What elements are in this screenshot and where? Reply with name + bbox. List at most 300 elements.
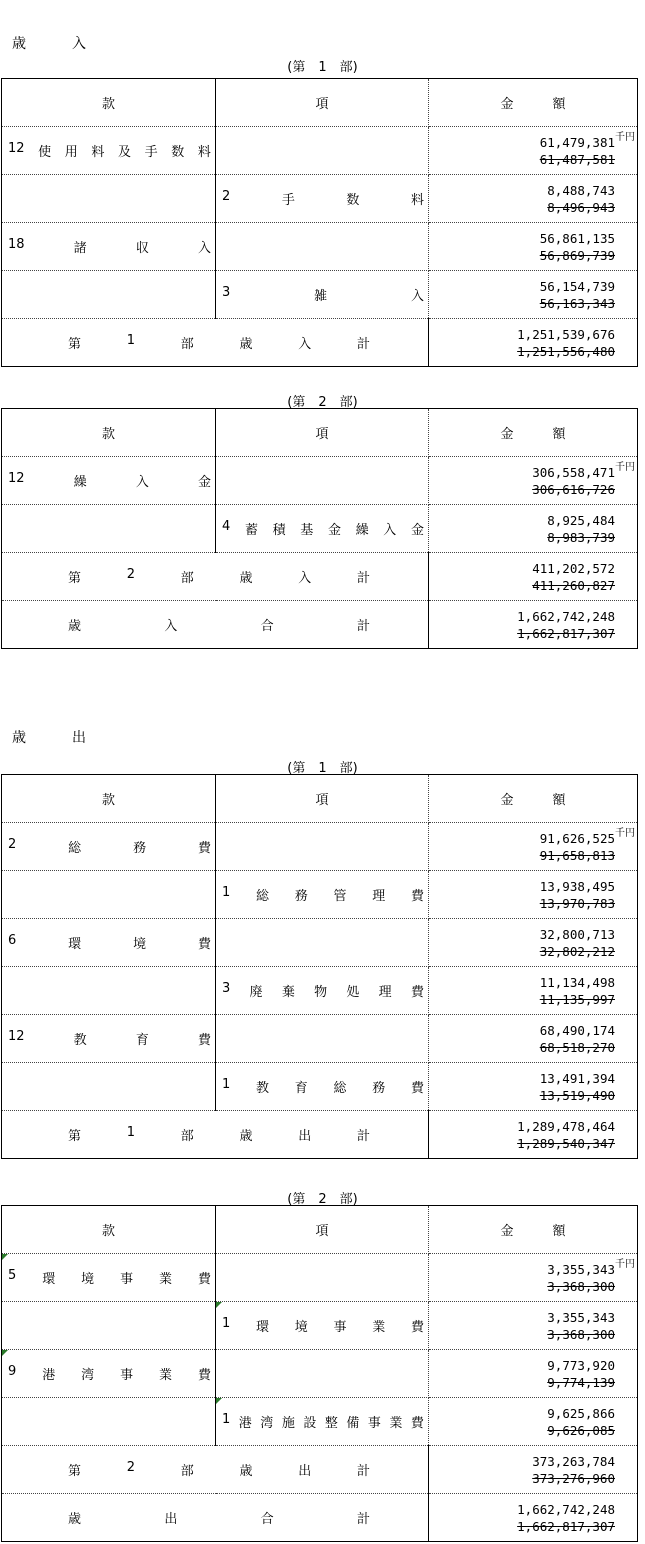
amount bbox=[429, 278, 637, 312]
kou-cell bbox=[216, 871, 429, 919]
kou-label-char: 積 bbox=[272, 523, 286, 538]
total-label-char: 出 bbox=[298, 1464, 312, 1479]
cell-marker bbox=[216, 1398, 222, 1404]
kan-cell bbox=[2, 871, 216, 919]
amount-previous: 56,163,343 bbox=[539, 295, 615, 311]
total-amount bbox=[429, 1118, 637, 1152]
kou-label-char: 港 bbox=[238, 1416, 252, 1431]
amount-previous: 56,869,739 bbox=[539, 247, 615, 263]
kan-label-char: 務 bbox=[133, 841, 147, 856]
amount-cell bbox=[429, 1015, 638, 1063]
amount bbox=[429, 1261, 637, 1295]
header-kou: 項 bbox=[216, 775, 429, 823]
kou-label-char: 備 bbox=[346, 1416, 360, 1431]
grand-amount-current: 1,662,742,248 bbox=[517, 1501, 615, 1517]
kan-label-char: 12 bbox=[8, 471, 25, 486]
grand-amount bbox=[429, 1501, 637, 1535]
amount bbox=[429, 182, 637, 216]
amount-current: 32,800,713 bbox=[539, 926, 615, 942]
grand-amount-cell bbox=[429, 601, 638, 649]
kan-label-char: 入 bbox=[135, 475, 149, 490]
kan-label-char: 事 bbox=[120, 1272, 134, 1287]
header-amount: 金 額 bbox=[429, 79, 638, 127]
total-amount-current: 373,263,784 bbox=[532, 1453, 615, 1469]
kan-label-char: 費 bbox=[197, 1368, 211, 1383]
total-amount bbox=[429, 560, 637, 594]
grand-label-char: 計 bbox=[356, 1512, 370, 1527]
total-label-char: 歳 bbox=[239, 337, 253, 352]
kou-cell bbox=[216, 823, 429, 871]
kan-label bbox=[2, 1268, 215, 1287]
kan-label bbox=[2, 141, 215, 160]
total-label-char: 計 bbox=[356, 1129, 370, 1144]
kan-label-char: 事 bbox=[120, 1368, 134, 1383]
amount-current: 9,773,920 bbox=[547, 1357, 615, 1373]
grand-label-cell bbox=[2, 1494, 429, 1542]
total-label-char: 歳 bbox=[239, 1464, 253, 1479]
total-label-char: 計 bbox=[356, 1464, 370, 1479]
kan-label-char: 9 bbox=[8, 1364, 17, 1379]
kan-label-char: 湾 bbox=[81, 1368, 95, 1383]
amount bbox=[429, 230, 637, 264]
amount-cell bbox=[429, 919, 638, 967]
amount-previous: 8,496,943 bbox=[547, 199, 615, 215]
kan-cell bbox=[2, 1063, 216, 1111]
cell-marker bbox=[2, 1254, 8, 1260]
kan-label-char: 港 bbox=[42, 1368, 56, 1383]
table-row bbox=[2, 127, 638, 175]
unit-label: 千円 bbox=[615, 462, 635, 473]
grand-row bbox=[2, 1494, 638, 1542]
kou-label-char: 理 bbox=[378, 985, 392, 1000]
header-row bbox=[2, 775, 638, 823]
kou-label-char: 1 bbox=[222, 885, 231, 900]
expenditure-part1-label: (第 1 部) bbox=[287, 761, 358, 776]
kan-label-char: 手 bbox=[144, 145, 158, 160]
kou-label-char: 事 bbox=[367, 1416, 381, 1431]
total-amount-current: 1,289,478,464 bbox=[517, 1118, 615, 1134]
grand-label-char: 合 bbox=[260, 619, 274, 634]
amount-cell bbox=[429, 967, 638, 1015]
kou-label-char: 2 bbox=[222, 189, 231, 204]
kan-label-char: 育 bbox=[135, 1033, 149, 1048]
total-label-char: 第 bbox=[68, 571, 82, 586]
kou-label-char: 育 bbox=[294, 1081, 308, 1096]
kou-label-char: 繰 bbox=[355, 523, 369, 538]
kou-label-char: 湾 bbox=[260, 1416, 274, 1431]
kan-label bbox=[2, 933, 215, 952]
amount-current: 3,355,343 bbox=[547, 1309, 615, 1325]
kou-label-char: 務 bbox=[372, 1081, 386, 1096]
expenditure-part2-label: (第 2 部) bbox=[287, 1192, 358, 1207]
kan-label-char: 費 bbox=[197, 1272, 211, 1287]
kan-label bbox=[2, 1029, 215, 1048]
amount-previous: 3,368,300 bbox=[547, 1326, 615, 1342]
total-amount-previous: 1,251,556,480 bbox=[517, 343, 615, 359]
total-row bbox=[2, 1111, 638, 1159]
amount-current: 3,355,343 bbox=[547, 1261, 615, 1277]
kan-label-char: 教 bbox=[73, 1033, 87, 1048]
grand-label-char: 入 bbox=[164, 619, 178, 634]
total-label-char: 入 bbox=[298, 337, 312, 352]
amount-cell bbox=[429, 1398, 638, 1446]
total-amount-cell bbox=[429, 553, 638, 601]
amount bbox=[429, 926, 637, 960]
kan-label-char: 業 bbox=[159, 1368, 173, 1383]
kou-label-char: 1 bbox=[222, 1316, 231, 1331]
kan-label bbox=[2, 471, 215, 490]
kan-label bbox=[2, 837, 215, 856]
kan-label-char: 費 bbox=[197, 841, 211, 856]
kou-label-char: 数 bbox=[346, 193, 360, 208]
amount-current: 13,938,495 bbox=[539, 878, 615, 894]
kou-label-char: 金 bbox=[410, 523, 424, 538]
grand-label bbox=[2, 1508, 428, 1527]
amount-current: 91,626,525 bbox=[539, 830, 615, 846]
amount-current: 8,925,484 bbox=[547, 512, 615, 528]
total-label-char: 部 bbox=[180, 337, 194, 352]
total-label-char: 1 bbox=[126, 333, 136, 348]
total-row bbox=[2, 553, 638, 601]
kou-label-char: 入 bbox=[383, 523, 397, 538]
kan-label bbox=[2, 1364, 215, 1383]
amount bbox=[429, 878, 637, 912]
grand-row bbox=[2, 601, 638, 649]
kou-label-char: 務 bbox=[294, 889, 308, 904]
revenue-part2-label: (第 2 部) bbox=[287, 395, 358, 410]
amount-previous: 9,774,139 bbox=[547, 1374, 615, 1390]
kan-label-char: 使 bbox=[38, 145, 52, 160]
amount-cell bbox=[429, 457, 638, 505]
amount-previous: 32,802,212 bbox=[539, 943, 615, 959]
amount-previous: 9,626,085 bbox=[547, 1422, 615, 1438]
kou-cell bbox=[216, 127, 429, 175]
kan-label-char: 総 bbox=[68, 841, 82, 856]
kou-label bbox=[216, 519, 428, 538]
header-amount: 金 額 bbox=[429, 775, 638, 823]
amount-previous: 3,368,300 bbox=[547, 1278, 615, 1294]
kou-cell bbox=[216, 1063, 429, 1111]
expenditure-part2-table bbox=[1, 1205, 638, 1542]
kou-label-char: 1 bbox=[222, 1077, 231, 1092]
expenditure-part1-table bbox=[1, 774, 638, 1159]
grand-amount bbox=[429, 608, 637, 642]
header-kan: 款 bbox=[2, 1206, 216, 1254]
total-label-char: 部 bbox=[180, 1129, 194, 1144]
table-row bbox=[2, 457, 638, 505]
total-label-char: 第 bbox=[68, 1129, 82, 1144]
kan-label-char: 料 bbox=[91, 145, 105, 160]
amount-current: 56,861,135 bbox=[539, 230, 615, 246]
kou-label-char: 施 bbox=[281, 1416, 295, 1431]
kou-label-char: 料 bbox=[410, 193, 424, 208]
kou-label-char: 設 bbox=[303, 1416, 317, 1431]
amount-cell bbox=[429, 1302, 638, 1350]
kan-label-char: 12 bbox=[8, 1029, 25, 1044]
amount bbox=[429, 1070, 637, 1104]
unit-label: 千円 bbox=[615, 1259, 635, 1270]
total-amount-current: 411,202,572 bbox=[532, 560, 615, 576]
total-label bbox=[2, 567, 428, 586]
kou-cell bbox=[216, 505, 429, 553]
amount-cell bbox=[429, 505, 638, 553]
header-row bbox=[2, 409, 638, 457]
table-row bbox=[2, 175, 638, 223]
kan-cell bbox=[2, 1015, 216, 1063]
kou-label bbox=[216, 1316, 428, 1335]
kan-label-char: 数 bbox=[171, 145, 185, 160]
table-row bbox=[2, 823, 638, 871]
total-label-char: 第 bbox=[68, 337, 82, 352]
table-row bbox=[2, 1015, 638, 1063]
grand-label-cell bbox=[2, 601, 429, 649]
kan-cell bbox=[2, 457, 216, 505]
kan-label-char: 環 bbox=[42, 1272, 56, 1287]
kou-label-char: 4 bbox=[222, 519, 231, 534]
header-kou: 項 bbox=[216, 1206, 429, 1254]
total-label-char: 歳 bbox=[239, 571, 253, 586]
kou-label-char: 境 bbox=[294, 1320, 308, 1335]
kou-cell bbox=[216, 1254, 429, 1302]
header-kou: 項 bbox=[216, 79, 429, 127]
kan-label-char: 12 bbox=[8, 141, 25, 156]
kou-label-char: 教 bbox=[256, 1081, 270, 1096]
header-amount: 金 額 bbox=[429, 1206, 638, 1254]
total-label-char: 2 bbox=[126, 1460, 136, 1475]
total-label-cell bbox=[2, 1446, 429, 1494]
kou-label-char: 金 bbox=[327, 523, 341, 538]
kan-label-char: 2 bbox=[8, 837, 17, 852]
kou-label-char: 雑 bbox=[314, 289, 328, 304]
header-kan: 款 bbox=[2, 409, 216, 457]
kou-label-char: 総 bbox=[256, 889, 270, 904]
kou-label-char: 管 bbox=[333, 889, 347, 904]
kou-label bbox=[216, 885, 428, 904]
kou-label-char: 物 bbox=[314, 985, 328, 1000]
grand-label-char: 歳 bbox=[68, 1512, 82, 1527]
total-label-char: 計 bbox=[356, 337, 370, 352]
revenue-heading-b: 入 bbox=[72, 36, 86, 52]
amount-cell bbox=[429, 175, 638, 223]
amount-current: 68,490,174 bbox=[539, 1022, 615, 1038]
kou-label-char: 整 bbox=[324, 1416, 338, 1431]
amount bbox=[429, 830, 637, 864]
kou-label-char: 廃 bbox=[249, 985, 263, 1000]
total-label-char: 部 bbox=[180, 1464, 194, 1479]
kan-cell bbox=[2, 127, 216, 175]
kou-label-char: 費 bbox=[410, 985, 424, 1000]
total-label-char: 1 bbox=[126, 1125, 136, 1140]
unit-label: 千円 bbox=[615, 828, 635, 839]
total-row bbox=[2, 1446, 638, 1494]
amount bbox=[429, 974, 637, 1008]
amount-current: 306,558,471 bbox=[532, 464, 615, 480]
total-label-char: 出 bbox=[298, 1129, 312, 1144]
amount-current: 13,491,394 bbox=[539, 1070, 615, 1086]
amount bbox=[429, 464, 637, 498]
amount-previous: 13,519,490 bbox=[539, 1087, 615, 1103]
expenditure-heading-a: 歳 bbox=[12, 730, 26, 746]
kou-label bbox=[216, 1412, 428, 1431]
amount-previous: 68,518,270 bbox=[539, 1039, 615, 1055]
table-row bbox=[2, 1254, 638, 1302]
header-kan: 款 bbox=[2, 79, 216, 127]
kou-cell bbox=[216, 919, 429, 967]
header-amount: 金 額 bbox=[429, 409, 638, 457]
kou-label-char: 費 bbox=[410, 1320, 424, 1335]
total-label-char: 部 bbox=[180, 571, 194, 586]
kan-label-char: 業 bbox=[159, 1272, 173, 1287]
kan-label bbox=[2, 237, 215, 256]
total-amount bbox=[429, 326, 637, 360]
total-label-cell bbox=[2, 1111, 429, 1159]
amount bbox=[429, 1309, 637, 1343]
kou-cell bbox=[216, 271, 429, 319]
kan-label-char: 料 bbox=[197, 145, 211, 160]
revenue-part1-table bbox=[1, 78, 638, 367]
grand-label-char: 歳 bbox=[68, 619, 82, 634]
amount-cell bbox=[429, 1063, 638, 1111]
kan-label-char: 費 bbox=[197, 1033, 211, 1048]
kou-label bbox=[216, 285, 428, 304]
grand-amount-previous: 1,662,817,307 bbox=[517, 1518, 615, 1534]
table-row bbox=[2, 1398, 638, 1446]
kan-cell bbox=[2, 175, 216, 223]
amount-cell bbox=[429, 1254, 638, 1302]
grand-label-char: 計 bbox=[356, 619, 370, 634]
header-row bbox=[2, 1206, 638, 1254]
revenue-heading bbox=[12, 33, 86, 53]
kou-label-char: 理 bbox=[372, 889, 386, 904]
amount-current: 56,154,739 bbox=[539, 278, 615, 294]
kou-label bbox=[216, 1077, 428, 1096]
kan-label-char: 環 bbox=[68, 937, 82, 952]
total-amount-previous: 373,276,960 bbox=[532, 1470, 615, 1486]
kou-label-char: 費 bbox=[410, 1081, 424, 1096]
total-amount-previous: 411,260,827 bbox=[532, 577, 615, 593]
kou-label-char: 3 bbox=[222, 285, 231, 300]
revenue-part2-table bbox=[1, 408, 638, 649]
kou-cell bbox=[216, 1398, 429, 1446]
kan-label-char: 収 bbox=[135, 241, 149, 256]
amount-previous: 11,135,997 bbox=[539, 991, 615, 1007]
kou-label-char: 費 bbox=[410, 1416, 424, 1431]
revenue-heading-a: 歳 bbox=[12, 36, 26, 52]
amount-previous: 61,487,581 bbox=[539, 151, 615, 167]
grand-label-char: 合 bbox=[260, 1512, 274, 1527]
kan-cell bbox=[2, 823, 216, 871]
kou-label-char: 業 bbox=[389, 1416, 403, 1431]
kan-cell bbox=[2, 505, 216, 553]
kou-label-char: 処 bbox=[346, 985, 360, 1000]
kan-cell bbox=[2, 1302, 216, 1350]
amount-cell bbox=[429, 223, 638, 271]
kou-label-char: 1 bbox=[222, 1412, 231, 1427]
amount-previous: 306,616,726 bbox=[532, 481, 615, 497]
kan-label-char: 費 bbox=[197, 937, 211, 952]
kou-label-char: 総 bbox=[333, 1081, 347, 1096]
kou-cell bbox=[216, 1350, 429, 1398]
unit-label: 千円 bbox=[615, 132, 635, 143]
table-row bbox=[2, 1063, 638, 1111]
amount-previous: 8,983,739 bbox=[547, 529, 615, 545]
total-label-char: 入 bbox=[298, 571, 312, 586]
total-label-char: 歳 bbox=[239, 1129, 253, 1144]
table-row bbox=[2, 1302, 638, 1350]
total-amount-previous: 1,289,540,347 bbox=[517, 1135, 615, 1151]
kan-label-char: 繰 bbox=[73, 475, 87, 490]
table-row bbox=[2, 505, 638, 553]
kan-label-char: 及 bbox=[118, 145, 132, 160]
kan-label-char: 入 bbox=[197, 241, 211, 256]
grand-amount-previous: 1,662,817,307 bbox=[517, 625, 615, 641]
amount bbox=[429, 512, 637, 546]
amount bbox=[429, 1405, 637, 1439]
kou-label-char: 蓄 bbox=[244, 523, 258, 538]
kan-cell bbox=[2, 223, 216, 271]
kou-label-char: 費 bbox=[410, 889, 424, 904]
grand-amount-cell bbox=[429, 1494, 638, 1542]
table-row bbox=[2, 223, 638, 271]
kou-label-char: 事 bbox=[333, 1320, 347, 1335]
amount-current: 61,479,381 bbox=[539, 134, 615, 150]
amount-current: 9,625,866 bbox=[547, 1405, 615, 1421]
kou-label-char: 基 bbox=[300, 523, 314, 538]
kan-label-char: 諸 bbox=[73, 241, 87, 256]
total-amount-cell bbox=[429, 1446, 638, 1494]
table-row bbox=[2, 871, 638, 919]
total-row bbox=[2, 319, 638, 367]
grand-label bbox=[2, 615, 428, 634]
total-amount-cell bbox=[429, 1111, 638, 1159]
table-row bbox=[2, 271, 638, 319]
amount bbox=[429, 1022, 637, 1056]
amount-cell bbox=[429, 127, 638, 175]
grand-amount-current: 1,662,742,248 bbox=[517, 608, 615, 624]
header-kou: 項 bbox=[216, 409, 429, 457]
grand-label-char: 出 bbox=[164, 1512, 178, 1527]
amount bbox=[429, 1357, 637, 1391]
kan-cell bbox=[2, 1254, 216, 1302]
amount-cell bbox=[429, 271, 638, 319]
kan-cell bbox=[2, 967, 216, 1015]
amount-previous: 91,658,813 bbox=[539, 847, 615, 863]
total-label bbox=[2, 1460, 428, 1479]
table-row bbox=[2, 1350, 638, 1398]
total-label-char: 計 bbox=[356, 571, 370, 586]
cell-marker bbox=[216, 1302, 222, 1308]
kan-cell bbox=[2, 1350, 216, 1398]
total-amount-current: 1,251,539,676 bbox=[517, 326, 615, 342]
total-label-cell bbox=[2, 319, 429, 367]
revenue-part1-label: (第 1 部) bbox=[287, 60, 358, 75]
amount-cell bbox=[429, 823, 638, 871]
kou-label-char: 棄 bbox=[281, 985, 295, 1000]
total-amount bbox=[429, 1453, 637, 1487]
expenditure-heading bbox=[12, 727, 86, 747]
kou-cell bbox=[216, 457, 429, 505]
kou-cell bbox=[216, 223, 429, 271]
amount bbox=[429, 134, 637, 168]
kou-label bbox=[216, 189, 428, 208]
kan-cell bbox=[2, 1398, 216, 1446]
kan-label-char: 用 bbox=[64, 145, 78, 160]
kou-label-char: 3 bbox=[222, 981, 231, 996]
amount-cell bbox=[429, 1350, 638, 1398]
header-row bbox=[2, 79, 638, 127]
kan-label-char: 境 bbox=[133, 937, 147, 952]
amount-previous: 13,970,783 bbox=[539, 895, 615, 911]
